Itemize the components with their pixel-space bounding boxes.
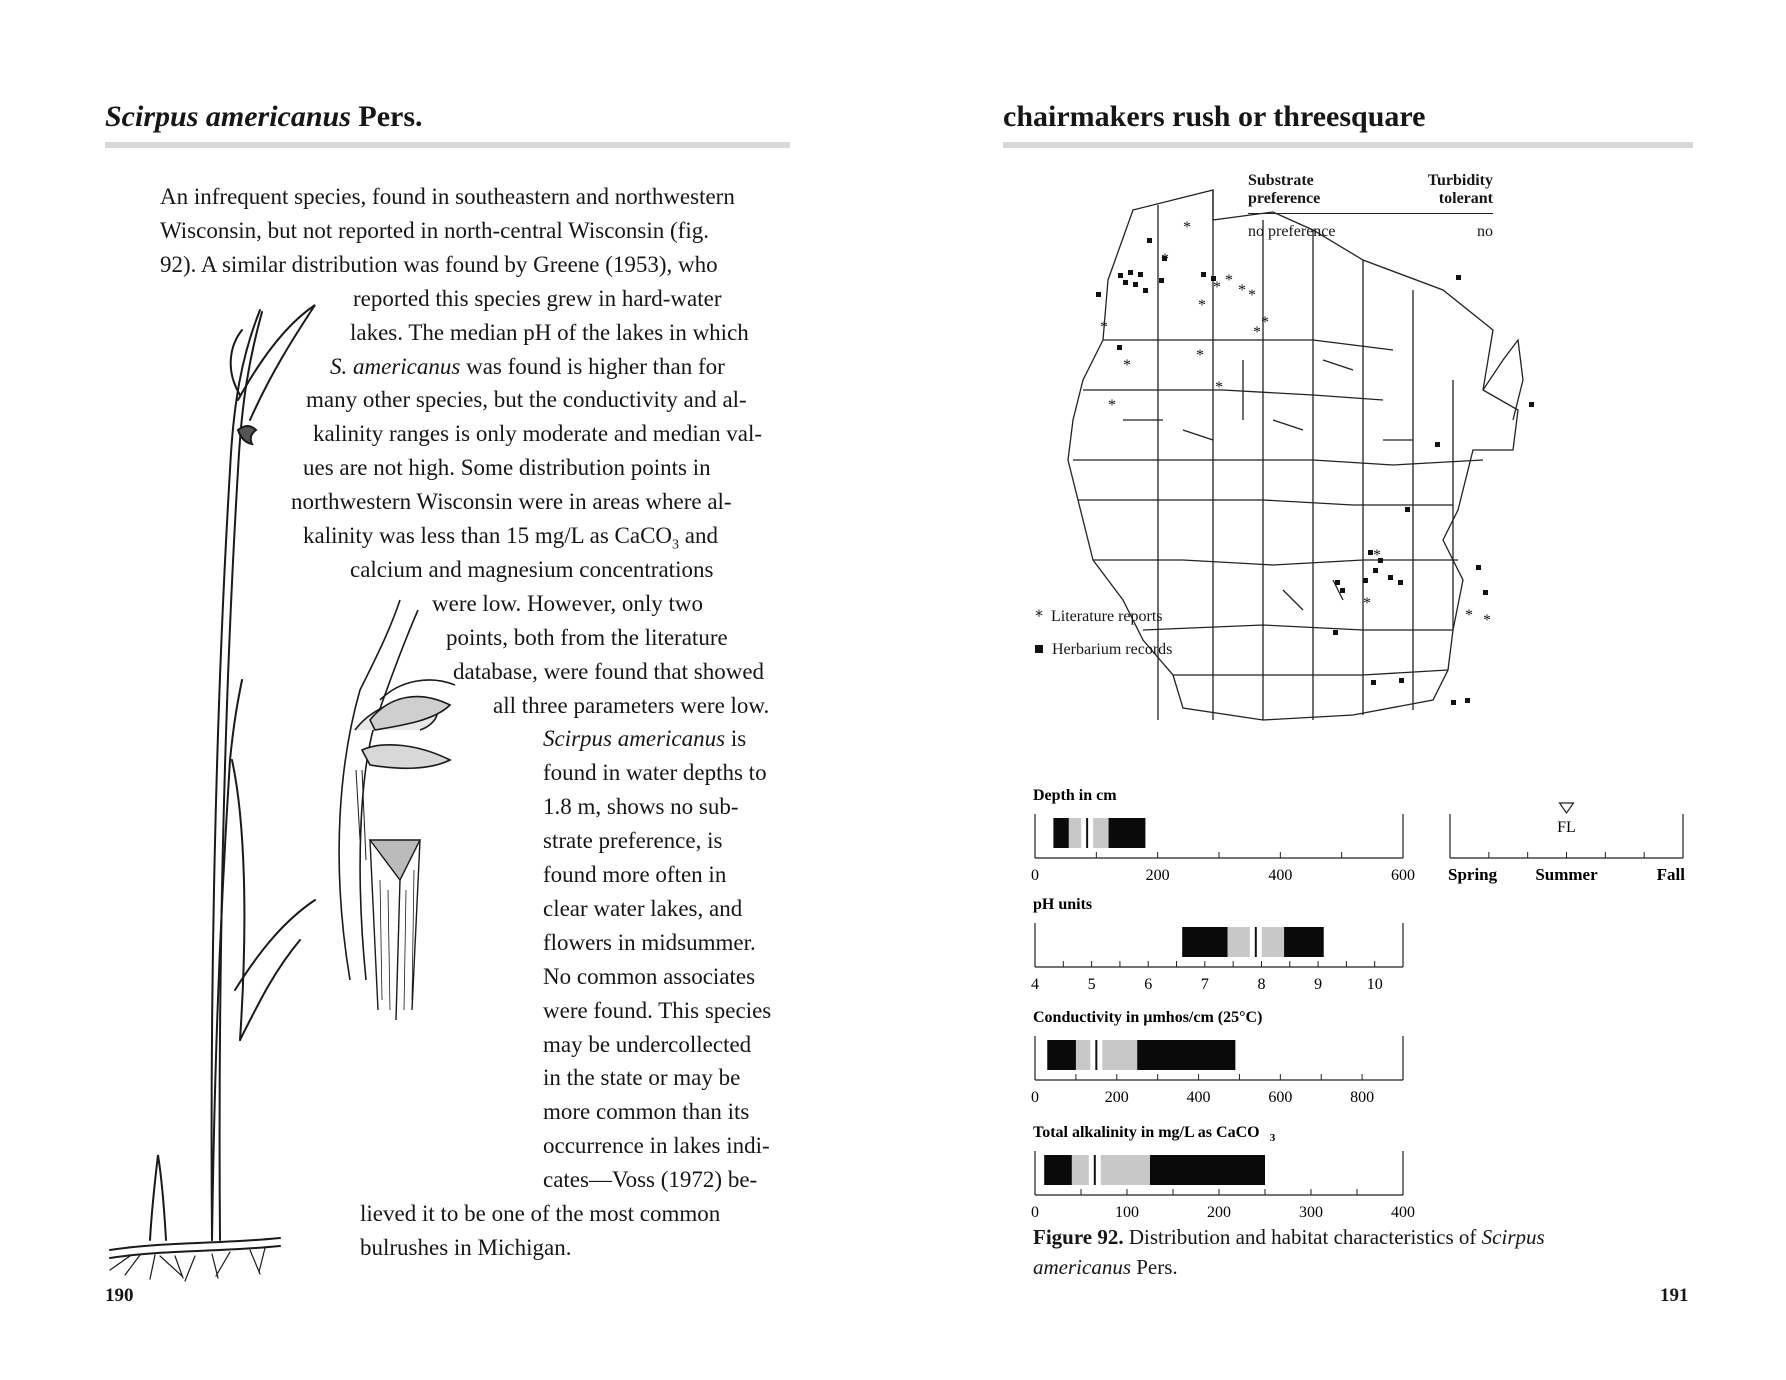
table-divider	[1248, 213, 1493, 214]
chart-tick-label: 8	[1257, 976, 1266, 993]
chart-title: Conductivity in µmhos/cm (25°C)	[1033, 1009, 1263, 1026]
species-name-italic: Scirpus americanus	[543, 726, 726, 752]
body-line	[543, 1028, 751, 1062]
body-line-text: reported this species grew in hard-water	[353, 285, 722, 311]
svg-text:*: *	[1161, 251, 1169, 268]
distribution-map	[1063, 160, 1563, 760]
body-line	[543, 1095, 749, 1129]
substrate-header-line2: preference	[1248, 190, 1321, 207]
page-number: 191	[1660, 1285, 1689, 1306]
chart-tick-label: 4	[1031, 976, 1039, 993]
chart-tick-label: 200	[1207, 1204, 1231, 1221]
body-line-text: clear water lakes, and	[543, 895, 743, 921]
figure-caption-text: Distribution and habitat characteristics of	[1123, 1225, 1482, 1249]
turbidity-header-line1: Turbidity	[1427, 172, 1493, 189]
chart-title-subscript: 3	[1269, 1132, 1276, 1144]
body-line-text: Wisconsin, but not reported in north-central Wisconsin (fig.	[160, 217, 709, 243]
chart-tick-label: 400	[1391, 1204, 1415, 1221]
species-title-italic: Scirpus americanus	[105, 100, 351, 133]
chart-tick-label: 10	[1366, 976, 1383, 993]
body-line	[543, 994, 771, 1028]
flowering-label: FL	[1557, 819, 1576, 836]
header-rule	[1003, 142, 1693, 148]
body-line	[543, 960, 755, 994]
body-line-text: is	[725, 726, 747, 752]
body-line-text: in the state or may be	[543, 1065, 741, 1091]
body-line-text: An infrequent species, found in southeastern and northwestern	[160, 184, 735, 209]
body-line	[160, 214, 709, 248]
interquartile-bar	[1076, 1040, 1137, 1070]
body-line-text: lieved it to be one of the most common	[360, 1201, 721, 1226]
season-label: Summer	[1535, 865, 1598, 884]
substrate-value: no preference	[1248, 223, 1336, 240]
interquartile-bar	[1072, 1155, 1150, 1185]
chart-tick-label: 100	[1115, 1204, 1139, 1221]
body-line	[543, 824, 722, 858]
body-line-text: bulrushes in Michigan.	[360, 1234, 572, 1260]
legend-herbarium-label: Herbarium records	[1052, 641, 1173, 658]
svg-text:*: *	[1238, 282, 1246, 299]
chart-tick-label: 0	[1031, 867, 1039, 884]
svg-text:*: *	[1248, 287, 1256, 304]
chart-tick-label: 0	[1031, 1089, 1039, 1106]
svg-text:*: *	[1261, 314, 1269, 331]
subscript: 3	[672, 537, 680, 553]
body-line-text: kalinity ranges is only moderate and median val-	[313, 421, 763, 447]
chart-tick-label: 200	[1145, 867, 1170, 884]
chart-tick-label: 200	[1104, 1089, 1129, 1106]
svg-text:*: *	[1198, 297, 1206, 314]
chart-tick-label: 600	[1268, 1089, 1293, 1106]
flowering-marker-icon	[1560, 803, 1574, 813]
chart-title: Total alkalinity in mg/L as CaCO	[1033, 1124, 1260, 1141]
body-line-text: found more often in	[543, 862, 727, 887]
body-line-text-after: and	[679, 523, 718, 548]
body-line	[543, 1163, 757, 1197]
body-line-text: many other species, but the conductivity and al-	[306, 387, 747, 413]
body-line-text: occurrence in lakes indi-	[543, 1133, 770, 1159]
svg-text:*: *	[1215, 379, 1223, 396]
turbidity-header-line2: tolerant	[1438, 190, 1493, 207]
body-line-text: database, were found that showed	[453, 658, 765, 684]
body-line	[543, 1061, 740, 1095]
right-page	[893, 0, 1786, 1380]
figure-caption-genus: Scirpus	[1481, 1225, 1545, 1249]
body-line-text: flowers in midsummer.	[543, 929, 756, 955]
plant-illustration	[100, 300, 530, 1285]
body-line-text: were low. However, only two	[432, 590, 703, 616]
body-line	[543, 790, 739, 824]
svg-text:*: *	[1363, 595, 1371, 612]
body-line	[543, 722, 746, 756]
species-title	[105, 100, 423, 134]
body-line-text: kalinity was less than 15 mg/L as CaCO	[303, 523, 673, 548]
body-line	[543, 892, 742, 926]
turbidity-value: no	[1477, 223, 1493, 240]
svg-text:*: *	[1213, 279, 1221, 296]
body-line-text: more common than its	[543, 1099, 750, 1125]
season-label: Spring	[1448, 865, 1498, 884]
body-line	[543, 1129, 770, 1163]
figure-label: Figure 92.	[1033, 1225, 1124, 1249]
body-line	[543, 926, 756, 960]
body-line-text: points, both from the literature	[446, 624, 728, 650]
chart-tick-label: 0	[1031, 1204, 1039, 1221]
body-line-text: may be undercollected	[543, 1031, 752, 1057]
substrate-header-line1: Substrate	[1248, 172, 1314, 189]
species-title-author: Pers.	[350, 100, 423, 133]
chart-tick-label: 400	[1186, 1089, 1211, 1106]
body-line-text: 1.8 m, shows no sub-	[543, 794, 739, 820]
common-name-title: chairmakers rush or threesquare	[1003, 100, 1426, 133]
body-line	[160, 180, 735, 214]
chart-tick-label: 300	[1299, 1204, 1323, 1221]
chart-tick-label: 600	[1391, 867, 1415, 884]
body-line-text: were found. This species	[543, 997, 772, 1023]
substrate-header	[1248, 172, 1320, 208]
season-label: Fall	[1656, 865, 1685, 884]
header-rule	[105, 142, 790, 148]
svg-text:*: *	[1373, 547, 1381, 564]
asterisk-icon: *	[1035, 606, 1043, 625]
body-line-text: No common associates	[543, 963, 756, 989]
figure-caption-author: Pers.	[1131, 1255, 1178, 1279]
svg-text:*: *	[1196, 347, 1204, 364]
svg-text:*: *	[1225, 272, 1233, 289]
chart-title: pH units	[1033, 896, 1093, 913]
body-line-text: northwestern Wisconsin were in areas where al-	[291, 489, 732, 515]
legend-literature-label: Literature reports	[1051, 608, 1163, 625]
species-name-italic: S. americanus	[330, 353, 461, 379]
svg-text:*: *	[1465, 607, 1473, 624]
body-line-text: calcium and magnesium concentrations	[350, 556, 714, 582]
page-number: 190	[105, 1285, 134, 1306]
svg-text:*: *	[1183, 219, 1191, 236]
range-bar	[1047, 1040, 1235, 1070]
body-line-text: was found is higher than for	[460, 353, 725, 379]
body-line	[543, 756, 767, 790]
chart-tick-label: 400	[1268, 867, 1293, 884]
square-icon	[1035, 645, 1043, 653]
body-line-text: strate preference, is	[543, 828, 723, 854]
body-line-text: all three parameters were low.	[493, 692, 770, 718]
body-line-text: found in water depths to	[543, 760, 767, 786]
svg-text:*: *	[1123, 357, 1131, 374]
body-line-text: lakes. The median pH of the lakes in which	[350, 319, 749, 345]
chart-tick-label: 800	[1350, 1089, 1375, 1106]
turbidity-header	[1428, 172, 1493, 208]
body-line	[543, 858, 726, 892]
chart-tick-label: 5	[1087, 976, 1096, 993]
habitat-charts	[893, 780, 1786, 1225]
body-line	[160, 248, 718, 282]
figure-caption	[1033, 1222, 1633, 1282]
svg-text:*: *	[1100, 319, 1108, 336]
svg-text:*: *	[1108, 397, 1116, 414]
chart-tick-label: 7	[1200, 976, 1209, 993]
svg-text:*: *	[1483, 612, 1491, 629]
body-line-text: 92). A similar distribution was found by Greene (1953), who	[160, 251, 718, 277]
svg-text:*: *	[1253, 324, 1261, 341]
body-line-text: ues are not high. Some distribution points in	[303, 455, 711, 481]
chart-title: Depth in cm	[1033, 787, 1117, 804]
legend-literature	[1035, 606, 1163, 626]
legend-herbarium	[1035, 641, 1172, 659]
body-line	[493, 689, 769, 723]
figure-caption-epithet: americanus	[1033, 1255, 1131, 1279]
chart-tick-label: 9	[1314, 976, 1323, 993]
body-line-text: cates—Voss (1972) be-	[543, 1167, 758, 1193]
chart-tick-label: 6	[1144, 976, 1153, 993]
